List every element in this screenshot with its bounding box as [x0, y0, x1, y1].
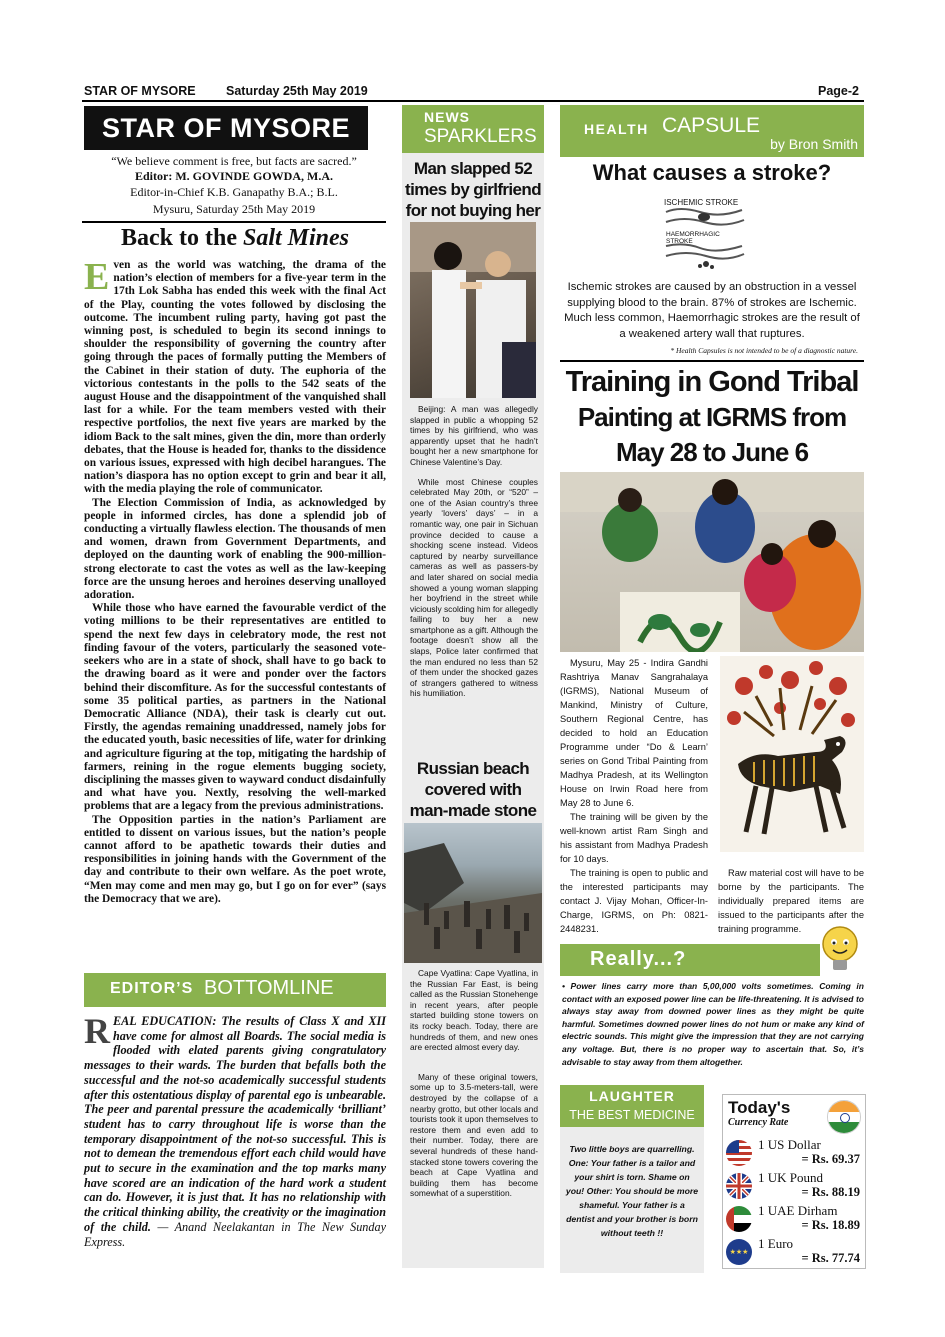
editorial-paragraph-4: The Opposition parties in the nation’s Parliament are entitled to dissent on various issues, but the nation’s people cannot afford to be apathetic towards their duties and responsibilities in joining hands with the Government of the day and contribute to their own welfare. As the poet wrote, “Men may come and men may go, but I go on for ever” (says the Democracy that we are).	[84, 813, 386, 905]
sparklers-story1-body	[410, 404, 538, 699]
sparklers-story1-p2: While most Chinese couples celebrated May 20th, or “520” – one of the Asian country’s three yearly ‘lovers’ days’ – in a romantic way, one pair in Sichuan province decided to cause a shocking scene instead. Videos captured by nearby surveillance cameras as well as passers-by and later shared on social media showed a young woman slapping her boyfriend in the street while viciously scolding him for allegedly failing to buy her a new smartphone as a gift. Although the footage doesn’t show all the slaps, Police later confirmed that the man endured no less than 52 of them under the shocked gazes of strangers gathered to witness his humiliation.	[410, 476, 539, 699]
really-text: • Power lines carry more than 5,00,000 volts sometimes. Coming in contact with an exposed power line can be life-threatening. It is advised to always stay away from downed power lines as they might be quite harmful. Sometimes downed power lines do not hum or make any kind of electric sounds. This might give the impression that they are not carrying any voltage. But, there is no proper way to ascertain that. So, it’s advisable to stay away from them altogether.	[562, 981, 864, 1067]
laughter-label-2: THE BEST MEDICINE	[569, 1108, 695, 1122]
editorial-paragraph-3: While those who have earned the favourable verdict of the voting millions to be their representatives are entitled to spend the next few days in celebratory mode, the rest not finding favour of the voters, particularly the seasoned vote-seekers who are in a state of shock, shall have to go back to the drawing board as it were and ponder over the factors behind their discomfiture. As for the successful contestants of some 35 political parties, as partners in the National Democratic Alliance (NDA), their task is clearly cut out. Firstly, the agendas remaining unaddressed, namely jobs for the educated youth, basic necessities of life, water for drinking and agriculture figuring at the top, mitigating the hardship of farmers, reining in the rogue elements bugging society, disciplining the masses given to wayward conduct disdainfully and what have you. Nextly, resolving the well-marked problems that are a legacy from the previous administrations.	[84, 602, 386, 813]
header-date: Saturday 25th May 2019	[226, 84, 368, 98]
stroke-diagram-label-2: HAEMORRHAGIC STROKE	[666, 231, 720, 245]
training-title	[560, 364, 864, 470]
training-paragraph-3: The training is open to public and the interested participants may contact J. Vijay Mohan, Officer-In-Charge, IGRMS, on Ph: 0821-2448231.	[560, 868, 708, 934]
stroke-vessel-icon	[660, 194, 748, 272]
sparklers-banner	[402, 105, 544, 153]
stone-towers-photo	[404, 823, 542, 963]
bottomline-credit: — Anand Neelakantan in The New Sunday Express.	[84, 1219, 387, 1249]
masthead-title: STAR OF MYSORE	[84, 106, 368, 150]
india-flag-icon	[827, 1100, 861, 1134]
training-paragraph-1: Mysuru, May 25 - Indira Gandhi Rashtriya Manav Sangrahalaya (IGRMS), National Museum of Mankind, Ministry of Culture, Southern Regional Centre, has decided to hold an Education Programme under “Do & Learn’ series on Gond Tribal Painting from Madhya Pradesh, at its Wellington House on Irwin Road here from May 28 to June 6.	[560, 658, 708, 808]
currency-row-usd	[722, 1137, 864, 1169]
bottomline-banner	[84, 973, 386, 1007]
training-paragraph-4: Raw material cost will have to be borne by the participants. The individually prepared items are issued to the participants after the training programme.	[718, 868, 864, 934]
health-label-bold: HEALTH	[584, 121, 649, 137]
training-paragraph-2: The training will be given by the well-known artist Ram Singh and his assistant from Madhya Pradesh for 10 days.	[560, 812, 708, 864]
slap-photo-illustration	[410, 222, 536, 398]
gond-workshop-photo	[560, 472, 864, 652]
health-rule	[560, 360, 864, 362]
health-body: Ischemic strokes are caused by an obstruction in a vessel supplying blood to the brain. 87% of strokes are Ischemic. Much less common, Haemorrhagic strokes are the result of a weakened artery wall that ruptures.	[564, 281, 860, 340]
sparklers-story2-p1: Cape Vyatlina: Cape Vyatlina, in the Russian Far East, is being called as the Russian Stonehenge in recent years, after people started building stone towers on its rocky beach. Today, there are hundreds of them, and new ones are erected almost every day.	[410, 968, 538, 1053]
header-paper-name: STAR OF MYSORE	[84, 84, 196, 98]
currency-value: = Rs. 88.19	[801, 1185, 860, 1199]
editorial-paragraph-1: ven as the world was watching, the drama of the nation’s election of members for a five-year term in the 17th Lok Sabha has ended this week with the final Act of the Play, counting the votes followed by disclosing the outcome. The incumbent ruling party, having got past the winning post, is scheduled to begin its second innings to shoulder the responsibility of governing the country after going through the paces of formally putting the Members of the Cabinet in their station of duty. The euphoria of the victorious contestants in the polls to the 542 seats of the august House and the disappointment of the vanquished shall last for a while. For the team members vested with their respective portfolios, the next five years are marked by the idiom Back to the salt mines, given the din, more than orderly debates, that the House is headed for, thanks to the dissidence on various issues, expressed with high decibel harangues. The nation’s diaspora has no option except to grin and bear it all, with the media playing the role of communicator.	[84, 259, 386, 496]
currency-name: 1 UK Pound	[758, 1170, 824, 1185]
sparklers-story2-title: Russian beach covered with man-made stone	[409, 759, 537, 820]
currency-value: = Rs. 18.89	[801, 1218, 860, 1232]
laughter-label-1: LAUGHTER	[589, 1088, 675, 1104]
editorial-title-italic: Salt Mines	[242, 225, 350, 251]
really-label: Really...?	[590, 948, 687, 970]
currency-row-aed	[722, 1203, 864, 1235]
currency-name: 1 UAE Dirham	[758, 1203, 838, 1218]
health-title: What causes a stroke?	[592, 160, 832, 185]
currency-subtitle: Currency Rate	[728, 1117, 789, 1128]
bottomline-text: EAL EDUCATION: The results of Class X and XII have come for almost all Boards. The social media is flooded with elated parents giving congratulatory messages to their wards. The burden that befalls both the successful and the not-so academically successful students after this ostentatious display of parental ego is unbearable. The peer and parental pressure the academically ‘brilliant’ student has to carry throughout life is worse than the temporary disappointment of the not-so successful. This is not to demean the tremendous effort each child would have put to secure in the examination and the top marks many have scored are an indication of the hard work a student can do. However, it is just that. It has no relationship with the critical thinking ability, the creativity or the imagination of the child.	[84, 1014, 386, 1234]
slap-photo	[410, 222, 536, 398]
masthead-rule	[82, 221, 386, 223]
laughter-text: Two little boys are quarrelling. One: Your father is a tailor and your shirt is torn. Shame on you! Other: You should be more shameful. Your father is a dentist and your brother is born without teeth !!	[565, 1144, 699, 1238]
training-title-line-1: Training in Gond Tribal	[565, 366, 859, 398]
header-rule	[82, 100, 864, 102]
sparklers-label-1: NEWS	[424, 109, 470, 125]
bottomline-label-bold: EDITOR’S	[110, 980, 194, 997]
lightbulb-icon	[818, 922, 862, 976]
uae-flag-icon	[726, 1206, 752, 1232]
gond-workshop-illustration	[560, 472, 864, 652]
editorial-paragraph-2: The Election Commission of India, as acknowledged by people in informed circles, has done a splendid job of conducting a virtually flawless election. The thousands of men and women, drawn from Government Departments, and deployed on the daunting work of enabling the 900-million-strong electorate to cast the votes as well as the law-keeping force are the unsung heroes and heroines deserving unalloyed adoration.	[84, 496, 386, 602]
stone-towers-illustration	[404, 823, 542, 963]
health-label-light: CAPSULE	[662, 114, 761, 137]
training-title-line-3: May 28 to June 6	[615, 437, 809, 467]
masthead-editor: Editor: M. GOVINDE GOWDA, M.A.	[135, 169, 333, 183]
editorial-title	[84, 225, 386, 252]
currency-title: Today's	[728, 1098, 791, 1117]
editorial-body	[84, 256, 386, 906]
stroke-diagram-label-1: ISCHEMIC STROKE	[664, 198, 739, 207]
sparklers-story1-title: Man slapped 52 times by girlfriend for not buying her	[405, 159, 541, 220]
training-body-left	[560, 656, 708, 936]
eu-flag-icon: ★★★	[726, 1239, 752, 1265]
sparklers-label-2: SPARKLERS	[424, 126, 537, 147]
gond-deer-painting	[720, 656, 864, 852]
currency-name: 1 US Dollar	[758, 1137, 821, 1152]
training-title-line-2: Painting at IGRMS from	[577, 402, 847, 432]
masthead-dateline: Mysuru, Saturday 25th May 2019	[152, 202, 316, 216]
stroke-diagram	[660, 194, 748, 272]
editorial-title-plain: Back to the	[120, 225, 237, 251]
currency-name: 1 Euro	[758, 1236, 794, 1251]
currency-value: = Rs. 77.74	[801, 1251, 860, 1265]
us-flag-icon	[726, 1140, 752, 1166]
laughter-banner	[560, 1085, 704, 1127]
masthead-editor-in-chief: Editor-in-Chief K.B. Ganapathy B.A.; B.L.	[130, 185, 338, 199]
sparklers-story2-body	[410, 968, 538, 1199]
health-disclaimer: * Health Capsules is not intended to be of a diagnostic nature.	[670, 346, 858, 355]
sparklers-story2-p2: Many of these original towers, some up to 3.5-meters-tall, were destroyed by the collapse of a nearby grotto, but other locals and tourists took it upon themselves to restore them and even add to their number. Today, there are several hundreds of these hand-stacked stone towers covering the beach at Cape Vyatlina and building them has become somewhat of a superstition.	[410, 1071, 538, 1199]
gond-deer-illustration	[720, 656, 864, 852]
bottomline-body	[84, 1011, 387, 1249]
sparklers-story1-p1: Beijing: A man was allegedly slapped in public a whopping 52 times by his girlfriend, who was apparently upset that he hadn’t bought her a new smartphone for Chinese Valentine’s Day.	[410, 404, 538, 467]
currency-row-eur	[722, 1236, 864, 1268]
health-byline: by Bron Smith	[770, 136, 858, 152]
bottomline-dropcap: R	[84, 1011, 110, 1051]
masthead-quote: “We believe comment is free, but facts are sacred.”	[111, 154, 357, 168]
uk-flag-icon	[726, 1173, 752, 1199]
header-page-number: Page-2	[818, 84, 859, 98]
currency-row-gbp	[722, 1170, 864, 1202]
editorial-dropcap: E	[84, 256, 110, 298]
health-banner	[560, 105, 864, 157]
bottomline-label-light: BOTTOMLINE	[204, 977, 334, 999]
currency-value: = Rs. 69.37	[801, 1152, 860, 1166]
really-banner	[560, 944, 820, 976]
